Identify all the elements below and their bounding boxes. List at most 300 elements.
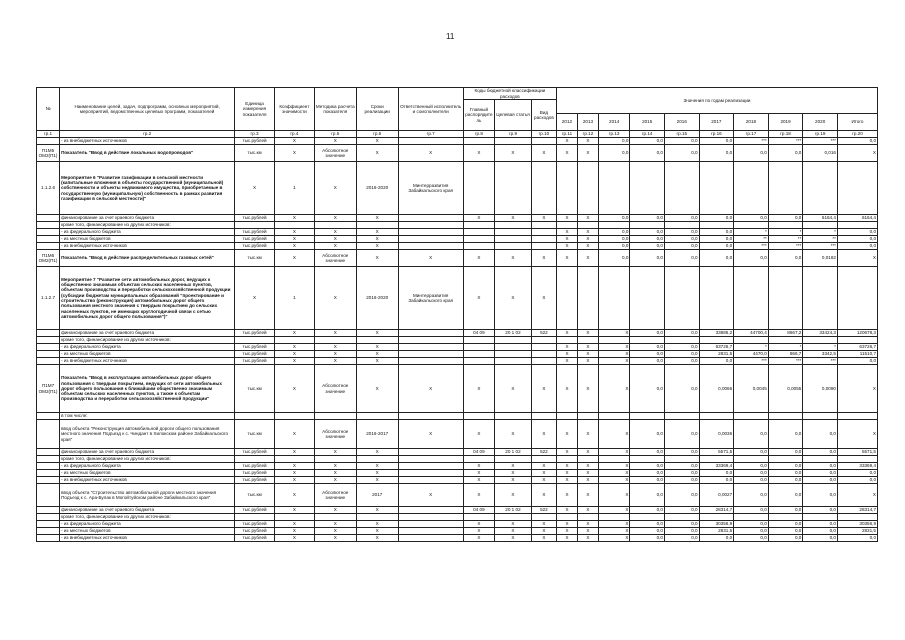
- row-number-cell: [37, 514, 60, 521]
- column-number: гр.17: [734, 131, 769, 138]
- table-cell: 0,0: [768, 507, 803, 514]
- table-cell: 0,0: [837, 470, 877, 477]
- table-cell: ***: [768, 243, 803, 250]
- table-cell: X: [314, 521, 356, 528]
- table-cell: 0,0: [630, 449, 665, 456]
- table-cell: 0,0027: [699, 484, 734, 507]
- table-cell: [495, 413, 532, 420]
- table-cell: 0,0: [734, 449, 769, 456]
- row-name-cell: кроме того, финансирование из других источников:: [60, 222, 235, 229]
- table-cell: [398, 528, 463, 535]
- table-cell: [837, 413, 877, 420]
- table-cell: тыс.рублей: [235, 358, 275, 365]
- header-year: 2015: [630, 114, 665, 131]
- table-cell: X: [577, 138, 598, 145]
- header-total: Итого: [837, 114, 877, 131]
- row-number-cell: [37, 484, 60, 507]
- row-name-cell: финансирование за счет краевого бюджета: [60, 215, 235, 222]
- table-cell: X: [577, 215, 598, 222]
- table-cell: X: [837, 484, 877, 507]
- table-cell: [768, 514, 803, 521]
- table-cell: **: [803, 236, 838, 243]
- table-cell: X: [356, 365, 398, 413]
- table-cell: 0,0: [699, 470, 734, 477]
- table-cell: 0,0: [768, 477, 803, 484]
- table-cell: X: [463, 521, 494, 528]
- table-cell: X: [314, 229, 356, 236]
- column-number: гр.19: [803, 131, 838, 138]
- table-cell: X: [495, 250, 532, 267]
- table-cell: [274, 456, 314, 463]
- table-cell: [531, 351, 556, 358]
- header-terms: Сроки реализации: [356, 88, 398, 131]
- table-cell: [768, 413, 803, 420]
- table-cell: X: [356, 470, 398, 477]
- row-name-cell: финансирование за счет краевого бюджета: [60, 449, 235, 456]
- table-cell: [398, 413, 463, 420]
- table-cell: [577, 413, 598, 420]
- table-cell: X: [274, 463, 314, 470]
- header-year: 2012: [557, 114, 578, 131]
- table-cell: X: [235, 267, 275, 330]
- table-cell: 0,0: [734, 507, 769, 514]
- table-cell: X: [557, 236, 578, 243]
- table-cell: [734, 456, 769, 463]
- table-cell: 0,0: [803, 470, 838, 477]
- table-cell: *: [768, 229, 803, 236]
- table-cell: X: [531, 215, 556, 222]
- column-number: гр.1: [37, 131, 60, 138]
- row-number-cell: [37, 420, 60, 449]
- table-cell: [630, 222, 665, 229]
- table-cell: X: [463, 420, 494, 449]
- table-cell: 0,0: [630, 477, 665, 484]
- row-name-cell: - из внебюджетных источников: [60, 138, 235, 145]
- table-cell: [734, 514, 769, 521]
- page-number: 11: [446, 32, 455, 41]
- table-cell: X: [274, 250, 314, 267]
- table-cell: 0,0: [664, 477, 699, 484]
- table-cell: [803, 514, 838, 521]
- table-cell: X: [274, 521, 314, 528]
- table-cell: 0,0: [837, 477, 877, 484]
- table-cell: 0,0: [664, 449, 699, 456]
- table-cell: тыс.рублей: [235, 463, 275, 470]
- column-number: гр.8: [463, 131, 494, 138]
- table-row: [37, 535, 878, 542]
- table-cell: 30356,9: [699, 521, 734, 528]
- header-method: Методика расчета показателя: [314, 88, 356, 131]
- table-cell: 2016-2017: [356, 420, 398, 449]
- table-cell: 0,0: [734, 420, 769, 449]
- table-cell: X: [356, 351, 398, 358]
- table-cell: X: [356, 236, 398, 243]
- table-cell: [768, 267, 803, 330]
- table-cell: [495, 229, 532, 236]
- table-cell: [398, 229, 463, 236]
- table-cell: X: [557, 243, 578, 250]
- table-cell: X: [274, 528, 314, 535]
- table-cell: 0,0: [734, 470, 769, 477]
- table-cell: Абсолютное значение: [314, 365, 356, 413]
- table-cell: 33886,2: [699, 330, 734, 337]
- table-cell: [734, 337, 769, 344]
- table-cell: [531, 138, 556, 145]
- table-cell: 0,0: [803, 507, 838, 514]
- table-cell: 2831,5: [699, 528, 734, 535]
- table-cell: 04 09: [463, 449, 494, 456]
- table-cell: 0,0: [664, 484, 699, 507]
- table-cell: 04 09: [463, 330, 494, 337]
- table-cell: ***: [734, 358, 769, 365]
- table-cell: X: [463, 470, 494, 477]
- table-cell: *: [734, 229, 769, 236]
- table-cell: X: [314, 344, 356, 351]
- table-cell: [495, 337, 532, 344]
- table-cell: [314, 337, 356, 344]
- table-row: [37, 267, 878, 330]
- table-cell: X: [356, 344, 398, 351]
- table-cell: X: [274, 535, 314, 542]
- table-cell: [598, 456, 629, 463]
- table-cell: X: [531, 470, 556, 477]
- table-cell: X: [274, 484, 314, 507]
- table-cell: [531, 222, 556, 229]
- row-number-cell: [37, 528, 60, 535]
- table-cell: X: [495, 521, 532, 528]
- table-cell: 0,0: [803, 477, 838, 484]
- table-cell: X: [356, 528, 398, 535]
- header-target-item: Целевая статья: [495, 100, 532, 131]
- table-cell: X: [398, 145, 463, 162]
- table-cell: X: [314, 507, 356, 514]
- row-name-cell: ввод объекта "Строительство автомобильной дороги местного значения Подъезд к с. Ара-Булак в Могойтуйском районе Забайкальского края": [60, 484, 235, 507]
- table-row: [37, 229, 878, 236]
- column-number: гр.16: [699, 131, 734, 138]
- table-cell: тыс.рублей: [235, 535, 275, 542]
- table-cell: 0,0: [768, 470, 803, 477]
- table-cell: 0,0: [598, 138, 629, 145]
- table-cell: [837, 337, 877, 344]
- row-name-cell: - из внебюджетных источников: [60, 535, 235, 542]
- table-cell: 0,0: [664, 535, 699, 542]
- table-cell: 0,0: [630, 470, 665, 477]
- table-cell: 0,0055: [768, 365, 803, 413]
- table-cell: X: [598, 477, 629, 484]
- table-cell: X: [557, 138, 578, 145]
- table-cell: [837, 514, 877, 521]
- table-cell: X: [531, 484, 556, 507]
- table-cell: X: [274, 344, 314, 351]
- table-cell: X: [557, 484, 578, 507]
- table-cell: X: [314, 463, 356, 470]
- table-cell: X: [274, 420, 314, 449]
- table-cell: 0,0: [699, 535, 734, 542]
- table-row: [37, 514, 878, 521]
- header-year: 2018: [734, 114, 769, 131]
- table-cell: Абсолютное значение: [314, 484, 356, 507]
- header-main-manager: Главный распорядитель: [463, 100, 494, 131]
- table-cell: [630, 337, 665, 344]
- table-cell: X: [495, 365, 532, 413]
- table-cell: X: [274, 477, 314, 484]
- table-cell: [531, 229, 556, 236]
- table-cell: 522: [531, 330, 556, 337]
- table-cell: 0,0: [803, 449, 838, 456]
- table-cell: X: [314, 535, 356, 542]
- table-cell: 2016-2020: [356, 162, 398, 215]
- table-cell: 0,0: [664, 420, 699, 449]
- table-cell: 20 1 02: [495, 330, 532, 337]
- table-cell: X: [463, 484, 494, 507]
- table-cell: [398, 456, 463, 463]
- table-cell: 0,0182: [803, 250, 838, 267]
- table-cell: [531, 358, 556, 365]
- table-cell: 0,0: [734, 535, 769, 542]
- table-cell: [803, 267, 838, 330]
- table-row: [37, 358, 878, 365]
- table-cell: 0,0066: [699, 365, 734, 413]
- table-cell: тыс.рублей: [235, 138, 275, 145]
- table-cell: [803, 162, 838, 215]
- table-cell: тыс.рублей: [235, 528, 275, 535]
- table-row: [37, 507, 878, 514]
- table-cell: X: [463, 463, 494, 470]
- table-cell: [398, 243, 463, 250]
- row-number-cell: 1.1.2.7: [37, 267, 60, 330]
- table-cell: X: [598, 507, 629, 514]
- table-cell: X: [837, 420, 877, 449]
- table-cell: 2017: [356, 484, 398, 507]
- table-cell: 0,0: [630, 229, 665, 236]
- table-cell: X: [557, 215, 578, 222]
- table-cell: *: [803, 344, 838, 351]
- table-cell: X: [577, 229, 598, 236]
- table-cell: X: [274, 351, 314, 358]
- row-number-cell: [37, 413, 60, 420]
- table-cell: тыс.рублей: [235, 521, 275, 528]
- table-cell: X: [314, 215, 356, 222]
- table-cell: 0,0: [734, 477, 769, 484]
- table-cell: [463, 236, 494, 243]
- table-cell: X: [314, 138, 356, 145]
- table-row: [37, 250, 878, 267]
- table-cell: [235, 456, 275, 463]
- table-cell: [557, 456, 578, 463]
- table-cell: [398, 337, 463, 344]
- table-cell: [463, 229, 494, 236]
- table-cell: 6164,4: [803, 215, 838, 222]
- table-cell: [274, 337, 314, 344]
- table-cell: тыс.рублей: [235, 477, 275, 484]
- row-name-cell: - из местных бюджетов: [60, 351, 235, 358]
- header-year: 2016: [664, 114, 699, 131]
- column-number: гр.3: [235, 131, 275, 138]
- table-cell: [495, 222, 532, 229]
- table-cell: X: [577, 145, 598, 162]
- table-cell: [531, 162, 556, 215]
- table-cell: 0,0: [837, 535, 877, 542]
- table-cell: X: [274, 215, 314, 222]
- table-row: [37, 215, 878, 222]
- table-cell: [398, 514, 463, 521]
- table-cell: тыс.рублей: [235, 215, 275, 222]
- table-cell: 0,0: [630, 344, 665, 351]
- table-cell: [531, 337, 556, 344]
- table-cell: 63726,7: [837, 344, 877, 351]
- header-coef: Коэффициент значимости: [274, 88, 314, 131]
- table-cell: Абсолютное значение: [314, 420, 356, 449]
- table-cell: [734, 267, 769, 330]
- table-cell: [557, 222, 578, 229]
- table-cell: 0,0: [734, 484, 769, 507]
- table-cell: [598, 514, 629, 521]
- table-cell: X: [495, 477, 532, 484]
- table-cell: [398, 521, 463, 528]
- table-cell: **: [768, 236, 803, 243]
- table-cell: X: [577, 535, 598, 542]
- table-row: [37, 521, 878, 528]
- table-cell: 30356,9: [837, 521, 877, 528]
- table-cell: X: [274, 236, 314, 243]
- table-cell: X: [557, 449, 578, 456]
- table-cell: X: [577, 484, 598, 507]
- table-cell: X: [598, 484, 629, 507]
- table-cell: [768, 337, 803, 344]
- table-cell: 11510,7: [837, 351, 877, 358]
- row-number-cell: [37, 215, 60, 222]
- table-cell: Абсолютное значение: [314, 145, 356, 162]
- table-cell: 0,0: [664, 236, 699, 243]
- table-cell: 0,0: [803, 535, 838, 542]
- header-year: 2013: [577, 114, 598, 131]
- table-cell: [664, 222, 699, 229]
- table-cell: [699, 413, 734, 420]
- table-cell: [598, 222, 629, 229]
- column-number: гр.12: [577, 131, 598, 138]
- table-row: [37, 243, 878, 250]
- row-number-cell: [37, 222, 60, 229]
- table-cell: X: [577, 528, 598, 535]
- row-name-cell: Показатель "Ввод в эксплуатацию автомобильных дорог общего пользования с твердым покрытием, ведущих от сети автомобильных дорог общего пользования к ближайшим общественно значимым объектам сельских населенных пунктов, а также к объектам производства и переработки сельскохозяйственной продукции": [60, 365, 235, 413]
- table-cell: X: [356, 243, 398, 250]
- table-cell: 0,0: [837, 229, 877, 236]
- table-row: [37, 222, 878, 229]
- table-cell: 0,016: [803, 145, 838, 162]
- table-cell: [495, 138, 532, 145]
- table-cell: X: [557, 521, 578, 528]
- table-cell: [398, 470, 463, 477]
- table-cell: 2016-2020: [356, 267, 398, 330]
- table-cell: 0,0: [803, 528, 838, 535]
- table-cell: [314, 514, 356, 521]
- table-cell: 0,0: [734, 215, 769, 222]
- table-cell: 0,0: [664, 229, 699, 236]
- table-cell: [577, 514, 598, 521]
- table-cell: [577, 162, 598, 215]
- table-cell: 0,0: [664, 358, 699, 365]
- table-cell: [531, 514, 556, 521]
- table-cell: 0,0: [630, 236, 665, 243]
- table-cell: 0,0: [768, 521, 803, 528]
- header-row-1: [37, 88, 878, 100]
- table-cell: 0,0: [734, 463, 769, 470]
- table-cell: [495, 236, 532, 243]
- table-cell: [235, 413, 275, 420]
- table-cell: 0,0: [768, 463, 803, 470]
- row-number-cell: П1М6 ОМ2(П1): [37, 250, 60, 267]
- table-cell: 28314,7: [837, 507, 877, 514]
- table-cell: X: [557, 351, 578, 358]
- table-cell: X: [314, 243, 356, 250]
- table-cell: [664, 413, 699, 420]
- table-cell: [630, 413, 665, 420]
- table-cell: X: [235, 162, 275, 215]
- row-number-cell: [37, 477, 60, 484]
- table-cell: X: [531, 420, 556, 449]
- table-cell: X: [598, 344, 629, 351]
- table-cell: X: [356, 215, 398, 222]
- table-cell: 3342,5: [803, 351, 838, 358]
- table-cell: X: [598, 521, 629, 528]
- table-cell: 0,0: [664, 145, 699, 162]
- table-cell: [630, 456, 665, 463]
- table-cell: *: [734, 344, 769, 351]
- row-name-cell: - из федерального бюджета: [60, 463, 235, 470]
- row-name-cell: - из местных бюджетов: [60, 528, 235, 535]
- table-cell: 0,0: [630, 215, 665, 222]
- table-cell: [837, 267, 877, 330]
- table-cell: [495, 514, 532, 521]
- table-cell: X: [314, 470, 356, 477]
- table-cell: X: [463, 535, 494, 542]
- table-cell: [630, 162, 665, 215]
- column-number: гр.14: [630, 131, 665, 138]
- table-cell: X: [356, 449, 398, 456]
- table-cell: 6164,4: [837, 215, 877, 222]
- table-cell: [463, 138, 494, 145]
- table-cell: 4470,0: [734, 351, 769, 358]
- table-cell: 0,0: [734, 521, 769, 528]
- table-cell: **: [734, 236, 769, 243]
- table-cell: [463, 222, 494, 229]
- row-number-cell: [37, 507, 60, 514]
- table-cell: [699, 162, 734, 215]
- table-cell: [463, 514, 494, 521]
- table-cell: [495, 358, 532, 365]
- program-table: [36, 87, 878, 542]
- table-cell: Минтерразвития Забайкальского края: [398, 162, 463, 215]
- table-row: [37, 449, 878, 456]
- row-number-cell: [37, 470, 60, 477]
- table-cell: X: [398, 365, 463, 413]
- table-cell: 0,0: [734, 250, 769, 267]
- table-cell: X: [557, 330, 578, 337]
- row-number-cell: [37, 229, 60, 236]
- table-cell: 866,7: [768, 351, 803, 358]
- table-cell: 04 09: [463, 507, 494, 514]
- table-cell: [577, 267, 598, 330]
- row-number-cell: [37, 138, 60, 145]
- table-cell: [734, 162, 769, 215]
- table-cell: [699, 514, 734, 521]
- table-cell: [531, 236, 556, 243]
- table-cell: X: [577, 463, 598, 470]
- table-cell: 0,0: [699, 215, 734, 222]
- table-cell: [837, 222, 877, 229]
- row-number-cell: П1М7 ОМ2(П1): [37, 365, 60, 413]
- table-cell: 0,0: [699, 358, 734, 365]
